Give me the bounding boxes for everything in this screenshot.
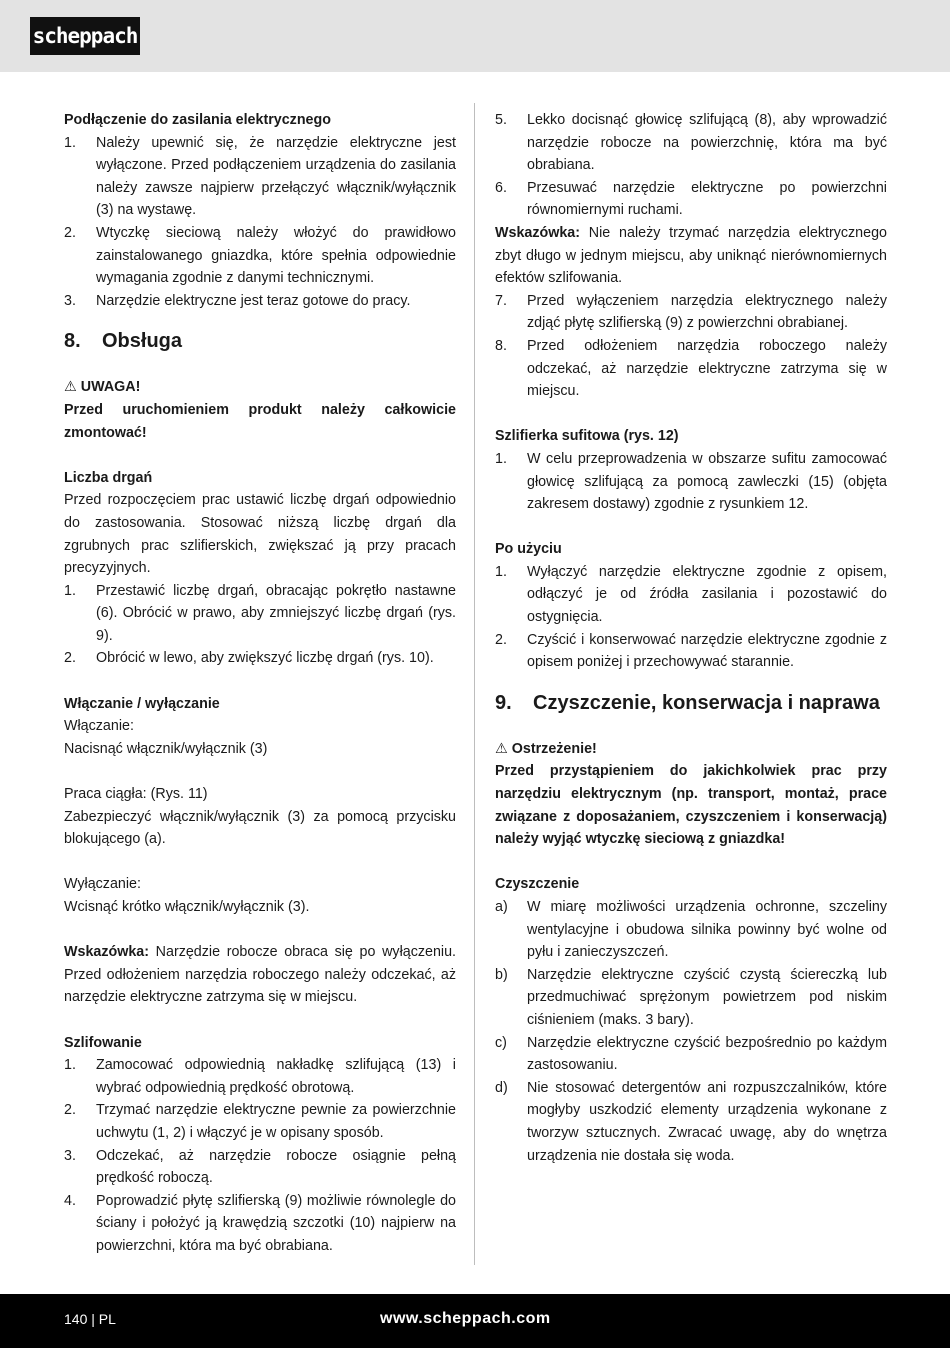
list-item-text: Narzędzie elektryczne jest teraz gotowe do pracy. <box>96 292 411 309</box>
switch-on-label: Włączanie: <box>64 718 134 735</box>
list-item-number: 2. <box>64 1102 76 1119</box>
language-code: PL <box>98 1311 116 1327</box>
list-item <box>495 177 887 222</box>
note-paragraph-2 <box>495 222 887 290</box>
list-item-number: 1. <box>64 582 76 599</box>
right-column <box>495 109 887 1167</box>
list-item <box>495 1077 887 1167</box>
list-item-number: 2. <box>64 650 76 667</box>
switch-off-label: Wyłączanie: <box>64 876 141 893</box>
list-item-number: 1. <box>495 450 507 467</box>
switch-on-text: Nacisnąć włącznik/wyłącznik (3) <box>64 740 268 757</box>
list-item-text: Przed wyłączeniem narzędzia elektrycznego należy zdjąć płytę szlifierską (9) z powierzchni obrabianej. <box>527 292 887 332</box>
switch-off-text: Wcisnąć krótko włącznik/wyłącznik (3). <box>64 899 310 915</box>
section-heading-after-use: Po użyciu <box>495 541 562 558</box>
section-heading-cleaning: Czyszczenie <box>495 876 580 893</box>
list-item-number: 5. <box>495 112 507 128</box>
list-item <box>64 1145 456 1190</box>
list-item-number: 4. <box>64 1192 76 1209</box>
warning-title: ⚠ Ostrzeżenie! <box>495 740 597 757</box>
list-item-text: Przed odłożeniem narzędzia roboczego należy odczekać, aż narzędzie elektryczne zatrzyma się w miejscu. <box>527 337 887 400</box>
chapter-title: Obsługa <box>102 330 183 353</box>
list-item-number: 3. <box>64 292 76 309</box>
list-item-text: W miarę możliwości urządzenia ochronne, szczeliny wentylacyjne i obudowa silnika powinny być wolne od pyłu i zanieczyszczeń. <box>527 899 887 961</box>
list-item <box>495 561 887 629</box>
list-item-number: 3. <box>64 1147 76 1164</box>
list-item <box>495 448 887 516</box>
list-item <box>64 647 456 670</box>
list-item-text: Trzymać narzędzie elektryczne pewnie za powierzchnie uchwytu (1, 2) i włączyć je w opisany sposób. <box>96 1102 456 1141</box>
list-item-text: Zamocować odpowiednią nakładkę szlifującą (13) i wybrać odpowiednią prędkość obrotową. <box>96 1057 456 1096</box>
page-number: 140 | PL <box>64 1311 116 1327</box>
note-text: Nie należy trzymać narzędzia elektrycznego zbyt długo w jednym miejscu, aby uniknąć nierównomiernych efektów szlifowania. <box>495 224 887 287</box>
vibration-intro: Przed rozpoczęciem prac ustawić liczbę drgań odpowiednio do zastosowania. Stosować niższą liczbę drgań dla zgrubnych prac szlifierskich, zwiększać ją przy pracach precyzyjnych. <box>64 492 456 577</box>
list-item-text: Wyłączyć narzędzie elektryczne zgodnie z opisem, odłączyć je od źródła zasilania i pozostawić do ostygnięcia. <box>527 563 887 626</box>
list-item <box>495 896 887 964</box>
chapter-title: Czyszczenie, konserwacja i naprawa <box>533 691 880 714</box>
continuous-text: Zabezpieczyć włącznik/wyłącznik (3) za pomocą przycisku blokującego (a). <box>64 808 456 848</box>
list-item-text: W celu przeprowadzenia w obszarze sufitu zamocować głowicę szlifującą za pomocą zawleczki (15) (objęta zakresem dostawy) zgodnie z rysunkiem 12. <box>527 450 887 513</box>
website-link[interactable]: www.scheppach.com <box>380 1310 551 1327</box>
warning-text: Przed uruchomieniem produkt należy całkowicie zmontować! <box>64 401 456 441</box>
list-item-text: Lekko docisnąć głowicę szlifującą (8), aby wprowadzić narzędzie robocze na powierzchnię, która ma być obrabiana. <box>527 112 887 174</box>
list-item-number: b) <box>495 966 508 983</box>
list-item-text: Nie stosować detergentów ani rozpuszczalników, które mogłyby uszkodzić elementy urządzenia wykonane z tworzyw sztucznych. Zwracać uwagę, aby do wnętrza urządzenia nie dostała się woda. <box>527 1079 887 1164</box>
list-item-number: 1. <box>64 134 76 151</box>
column-divider <box>474 103 475 1265</box>
list-item-number: d) <box>495 1079 508 1096</box>
list-item-number: 1. <box>64 1057 76 1074</box>
after-use-steps <box>495 561 887 674</box>
list-item-text: Narzędzie elektryczne czyścić czystą ściereczką lub przedmuchiwać sprężonym powietrzem pod niskim ciśnieniem (maks. 3 bary). <box>527 966 887 1028</box>
section-heading-power: Podłączenie do zasilania elektrycznego <box>64 112 331 128</box>
brand-logo: scheppach <box>30 17 140 55</box>
note-paragraph <box>64 941 456 1009</box>
list-item-text: Wtyczkę sieciową należy włożyć do prawidłowo zainstalowanego gniazdka, które spełnia odpowiednie wymagania zgodnie z danymi technicznymi. <box>96 224 456 287</box>
list-item-number: 8. <box>495 337 507 354</box>
sanding-steps-continued <box>495 109 887 222</box>
chapter-heading-cleaning <box>495 690 887 716</box>
list-item <box>64 1099 456 1144</box>
list-item <box>495 335 887 403</box>
list-item-text: Czyścić i konserwować narzędzie elektryczne zgodnie z opisem poniżej i przechowywać starannie. <box>527 631 887 671</box>
sanding-steps <box>64 1054 456 1257</box>
list-item <box>495 1032 887 1077</box>
list-item-number: 1. <box>495 563 507 580</box>
chapter-number: 8. <box>64 330 81 353</box>
list-item-number: c) <box>495 1034 507 1051</box>
warning-title: ⚠ UWAGA! <box>64 379 141 396</box>
list-item-number: a) <box>495 899 508 915</box>
cleaning-steps <box>495 896 887 1167</box>
section-heading-vibration: Liczba drgań <box>64 469 153 486</box>
list-item-text: Należy upewnić się, że narzędzie elektryczne jest wyłączone. Przed podłączeniem urządzenia do zasilania należy zawsze najpierw przełączyć włącznik/wyłącznik (3) na wystawę. <box>96 134 456 219</box>
vibration-steps <box>64 580 456 670</box>
list-item-text: Odczekać, aż narzędzie robocze osiągnie pełną prędkość roboczą. <box>96 1147 456 1187</box>
list-item <box>64 1190 456 1258</box>
list-item-text: Obrócić w lewo, aby zwiększyć liczbę drgań (rys. 10). <box>96 650 434 667</box>
list-item <box>495 109 887 177</box>
list-item <box>64 222 456 290</box>
list-item-text: Poprowadzić płytę szlifierską (9) możliwie równolegle do ściany i położyć ją krawędzią szczotki (10) najpierw na powierzchni, która ma być obrabiana. <box>96 1192 456 1254</box>
continuous-label: Praca ciągła: (Rys. 11) <box>64 786 208 803</box>
list-item <box>64 290 456 313</box>
chapter-number: 9. <box>495 691 512 714</box>
list-item <box>64 580 456 648</box>
section-heading-sanding: Szlifowanie <box>64 1034 142 1051</box>
sanding-steps-continued-2 <box>495 290 887 403</box>
section-heading-switch: Włączanie / wyłączanie <box>64 695 220 712</box>
note-label: Wskazówka: <box>495 224 581 241</box>
list-item-number: 7. <box>495 292 507 309</box>
page-number-value: 140 <box>64 1311 88 1327</box>
power-steps <box>64 132 456 313</box>
left-column <box>64 109 456 1258</box>
page-header <box>0 0 950 72</box>
warning-text: Przed przystąpieniem do jakichkolwiek prac przy narzędziu elektrycznym (np. transport, montaż, prace związane z doposażaniem, czyszczeniem i konserwacją) należy wyjąć wtyczkę sieciową z gniazdka! <box>495 763 887 848</box>
list-item <box>495 964 887 1032</box>
list-item-number: 6. <box>495 179 507 196</box>
note-label: Wskazówka: <box>64 944 150 961</box>
list-item-text: Przestawić liczbę drgań, obracając pokrętło nastawne (6). Obrócić w prawo, aby zmniejszyć liczbę drgań (rys. 9). <box>96 582 456 644</box>
page-footer <box>0 1294 950 1348</box>
note-text: Narzędzie robocze obraca się po wyłączeniu. Przed odłożeniem narzędzia roboczego należy odczekać, aż narzędzie elektryczne zatrzyma się w miejscu. <box>64 944 456 1006</box>
list-item-text: Przesuwać narzędzie elektryczne po powierzchni równomiernymi ruchami. <box>527 179 887 219</box>
ceiling-steps <box>495 448 887 516</box>
chapter-heading-operation <box>64 328 456 354</box>
list-item <box>495 629 887 674</box>
list-item <box>495 290 887 335</box>
list-item-number: 2. <box>64 224 76 241</box>
list-item <box>64 1054 456 1099</box>
section-heading-ceiling: Szlifierka sufitowa (rys. 12) <box>495 428 679 445</box>
list-item-text: Narzędzie elektryczne czyścić bezpośrednio po każdym zastosowaniu. <box>527 1034 887 1074</box>
list-item <box>64 132 456 222</box>
list-item-number: 2. <box>495 631 507 648</box>
